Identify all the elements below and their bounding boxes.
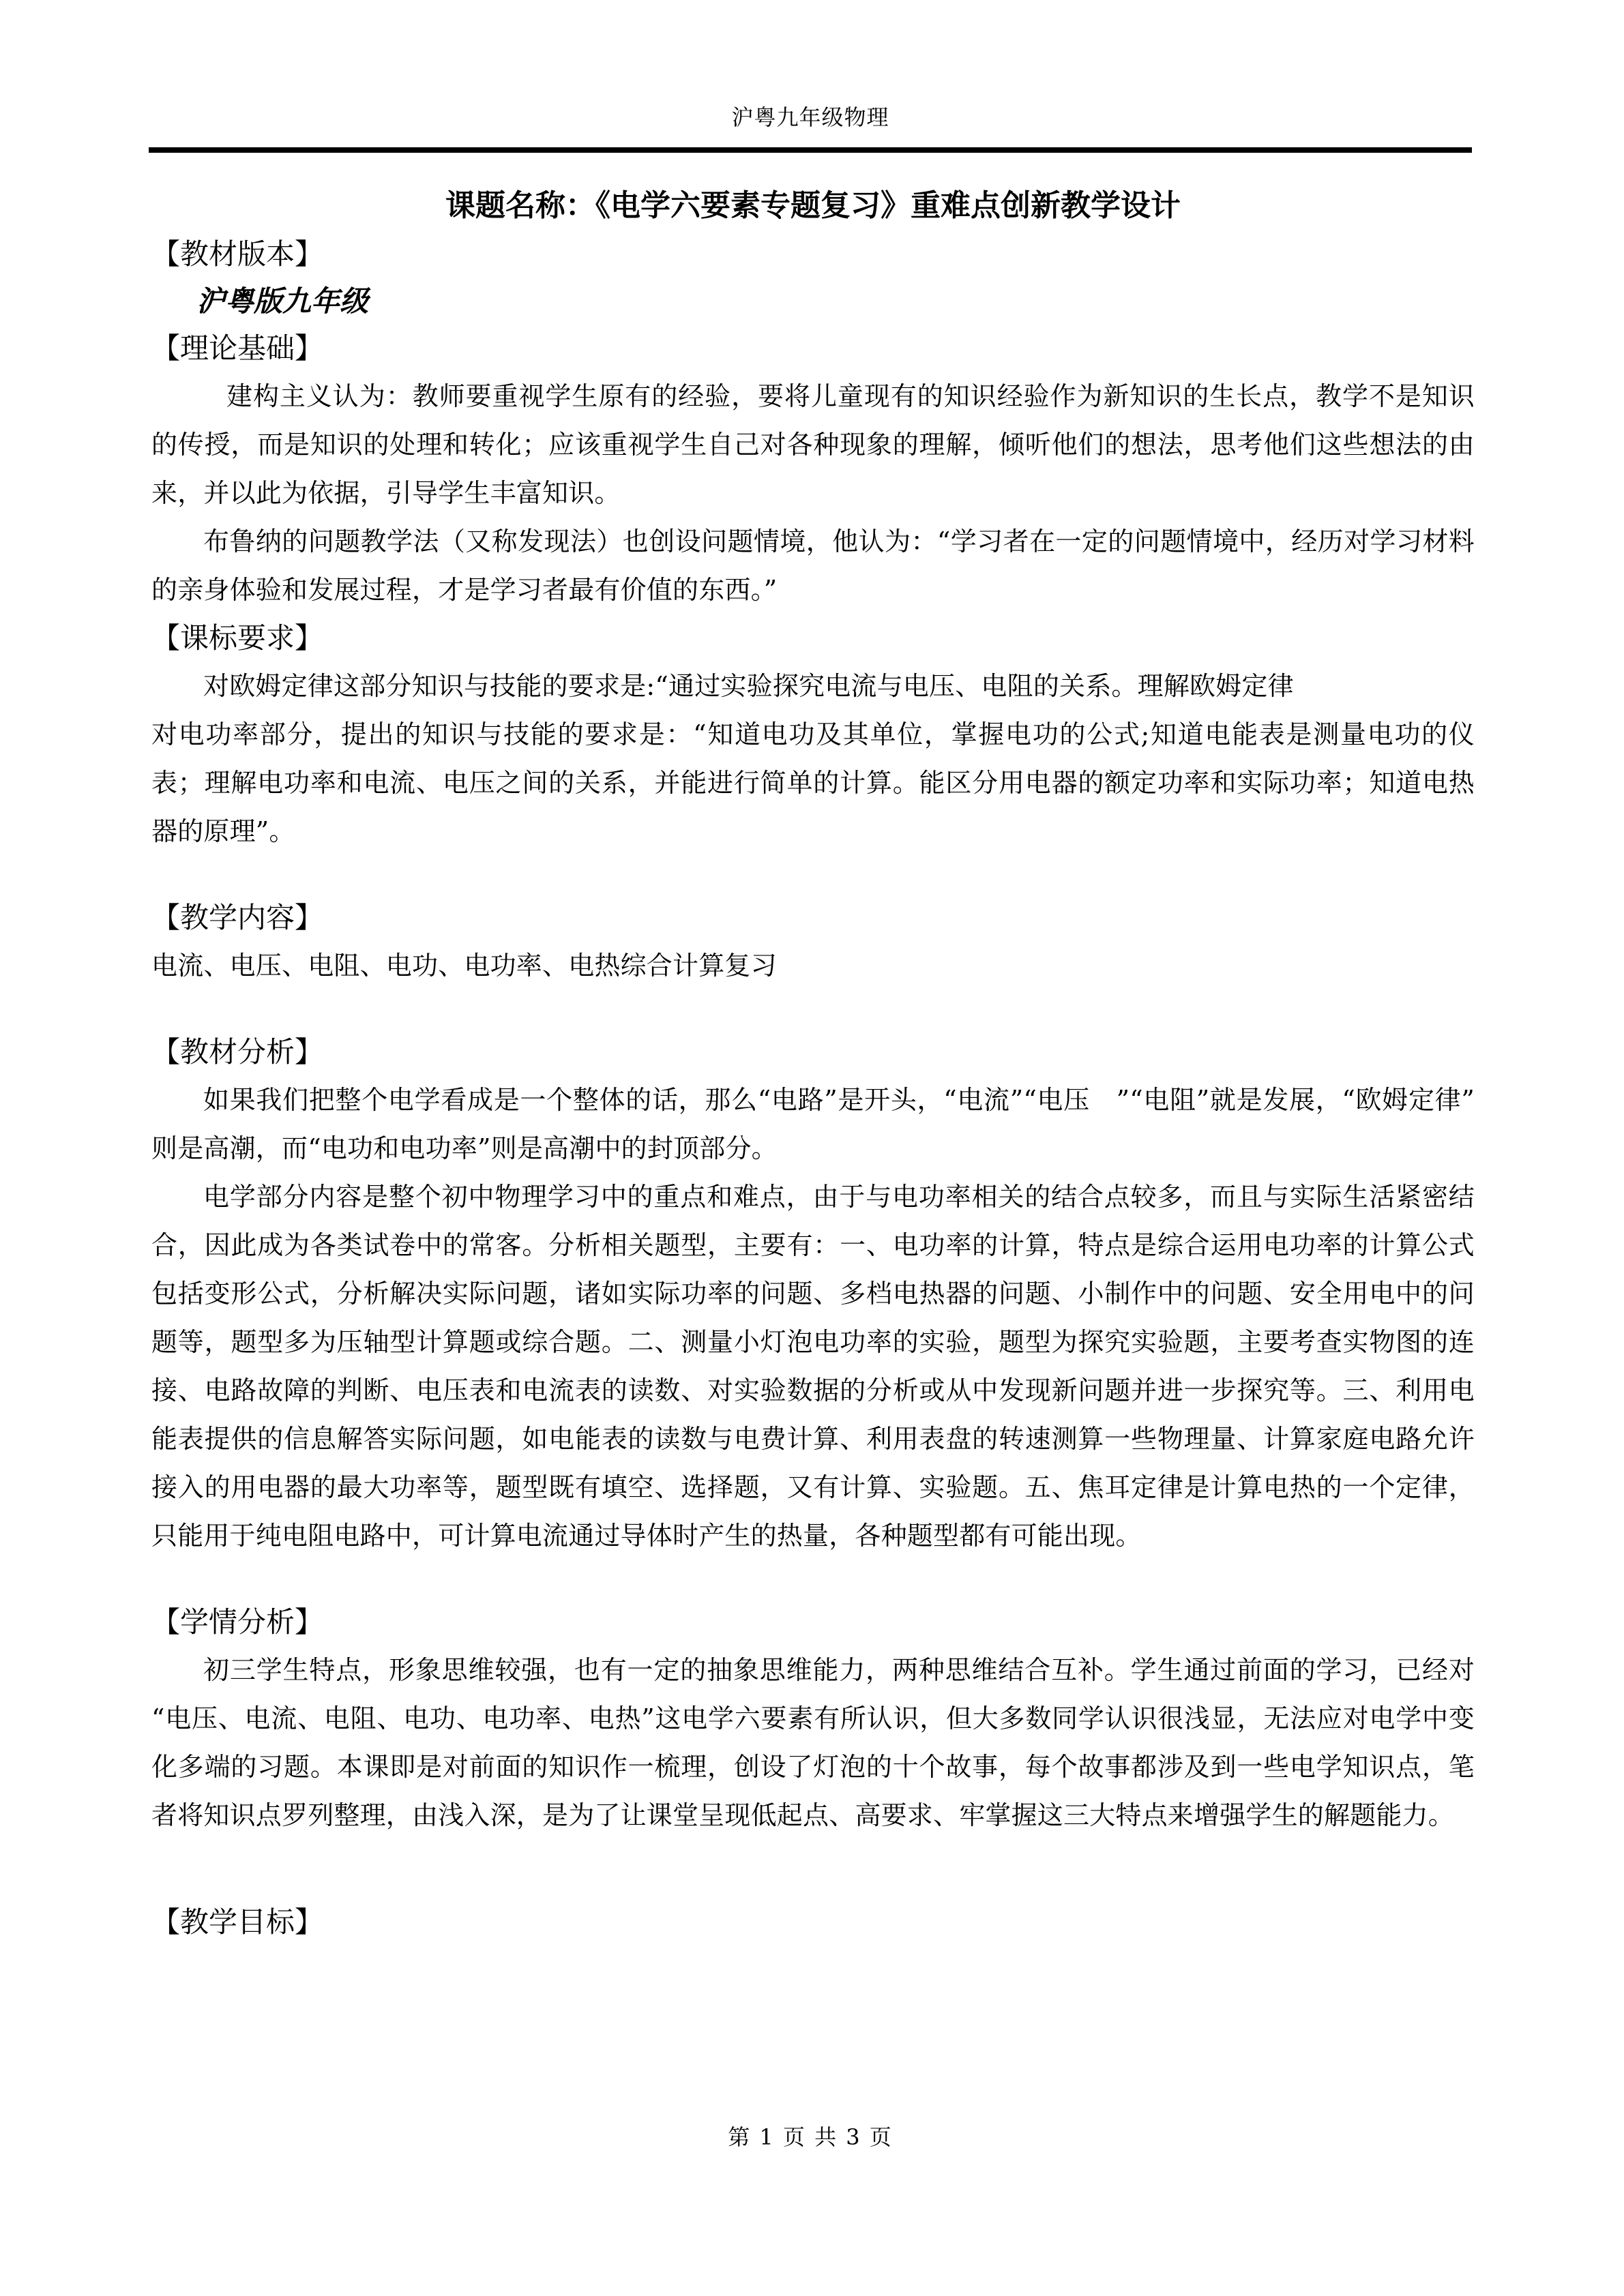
- curriculum-requirements-paragraph-1: 对欧姆定律这部分知识与技能的要求是:“通过实验探究电流与电压、电阻的关系。理解欧姆定律: [203, 671, 1294, 701]
- header-title: 沪粤九年级物理: [731, 104, 889, 130]
- section-heading-teaching-content: 【教学内容】: [151, 901, 324, 934]
- spacer: [151, 990, 1475, 1028]
- theory-basis-paragraph-2: 布鲁纳的问题教学法（又称发现法）也创设问题情境，他认为：“学习者在一定的问题情境中，经历对学习材料的亲身体验和发展过程，才是学习者最有价值的东西。”: [151, 526, 1475, 605]
- curriculum-requirements-paragraph-2: 对电功率部分，提出的知识与技能的要求是：“知道电功及其单位，掌握电功的公式;知道电能表是测量电功的仪表；理解电功率和电流、电压之间的关系，并能进行简单的计算。能区分用电器的额定功率和实际功率；知道电热器的原理”。: [151, 719, 1475, 846]
- document-body: [151, 170, 1475, 1946]
- section-heading-curriculum-requirements: 【课标要求】: [151, 621, 324, 655]
- theory-basis-paragraph-1: 建构主义认为：教师要重视学生原有的经验，要将儿童现有的知识经验作为新知识的生长点，教学不是知识的传授，而是知识的处理和转化；应该重视学生自己对各种现象的理解，倾听他们的想法，思考他们这些想法的由来，并以此为依据，引导学生丰富知识。: [151, 381, 1475, 508]
- textbook-analysis-paragraph-1: 如果我们把整个电学看成是一个整体的话，那么“电路”是开头，“电流”“电压 ”“电阻”就是发展，“欧姆定律”则是高潮，而“电功和电功率”则是高潮中的封顶部分。: [151, 1085, 1475, 1163]
- header-divider-rule: [149, 147, 1472, 153]
- section-heading-teaching-objectives: 【教学目标】: [151, 1905, 324, 1939]
- section-heading-textbook-version: 【教材版本】: [151, 237, 324, 271]
- page-title: 课题名称：《电学六要素专题复习》重难点创新教学设计: [445, 188, 1181, 223]
- spacer: [151, 1560, 1475, 1598]
- section-heading-textbook-analysis: 【教材分析】: [151, 1035, 324, 1069]
- textbook-analysis-paragraph-2: 电学部分内容是整个初中物理学习中的重点和难点，由于与电功率相关的结合点较多，而且与实际生活紧密结合，因此成为各类试卷中的常客。分析相关题型，主要有：一、电功率的计算，特点是综合运用电功率的计算公式包括变形公式，分析解决实际问题，诸如实际功率的问题、多档电热器的问题、小制作中的问题、安全用电中的问题等，题型多为压轴型计算题或综合题。二、测量小灯泡电功率的实验，题型为探究实验题，主要考查实物图的连接、电路故障的判断、电压表和电流表的读数、对实验数据的分析或从中发现新问题并进一步探究等。三、利用电能表提供的信息解答实际问题，如电能表的读数与电费计算、利用表盘的转速测算一些物理量、计算家庭电路允许接入的用电器的最大功率等，题型既有填空、选择题，又有计算、实验题。五、焦耳定律是计算电热的一个定律，只能用于纯电阻电路中，可计算电流通过导体时产生的热量，各种题型都有可能出现。: [151, 1182, 1475, 1551]
- page-header: [149, 104, 1472, 131]
- teaching-content-value: 电流、电压、电阻、电功、电功率、电热综合计算复习: [151, 951, 777, 981]
- student-analysis-paragraph-1: 初三学生特点，形象思维较强，也有一定的抽象思维能力，两种思维结合互补。学生通过前面的学习，已经对“电压、电流、电阻、电功、电功率、电热”这电学六要素有所认识，但大多数同学认识很浅显，无法应对电学中变化多端的习题。本课即是对前面的知识作一梳理，创设了灯泡的十个故事，每个故事都涉及到一些电学知识点，笔者将知识点罗列整理，由浅入深，是为了让课堂呈现低起点、高要求、牢掌握这三大特点来增强学生的解题能力。: [151, 1655, 1475, 1830]
- section-heading-theory-basis: 【理论基础】: [151, 331, 324, 365]
- spacer: [151, 856, 1475, 894]
- section-heading-student-analysis: 【学情分析】: [151, 1605, 324, 1639]
- page-footer: 第 1 页 共 3 页: [728, 2124, 893, 2150]
- spacer: [151, 1840, 1475, 1898]
- textbook-version-value: 沪粤版九年级: [196, 284, 369, 318]
